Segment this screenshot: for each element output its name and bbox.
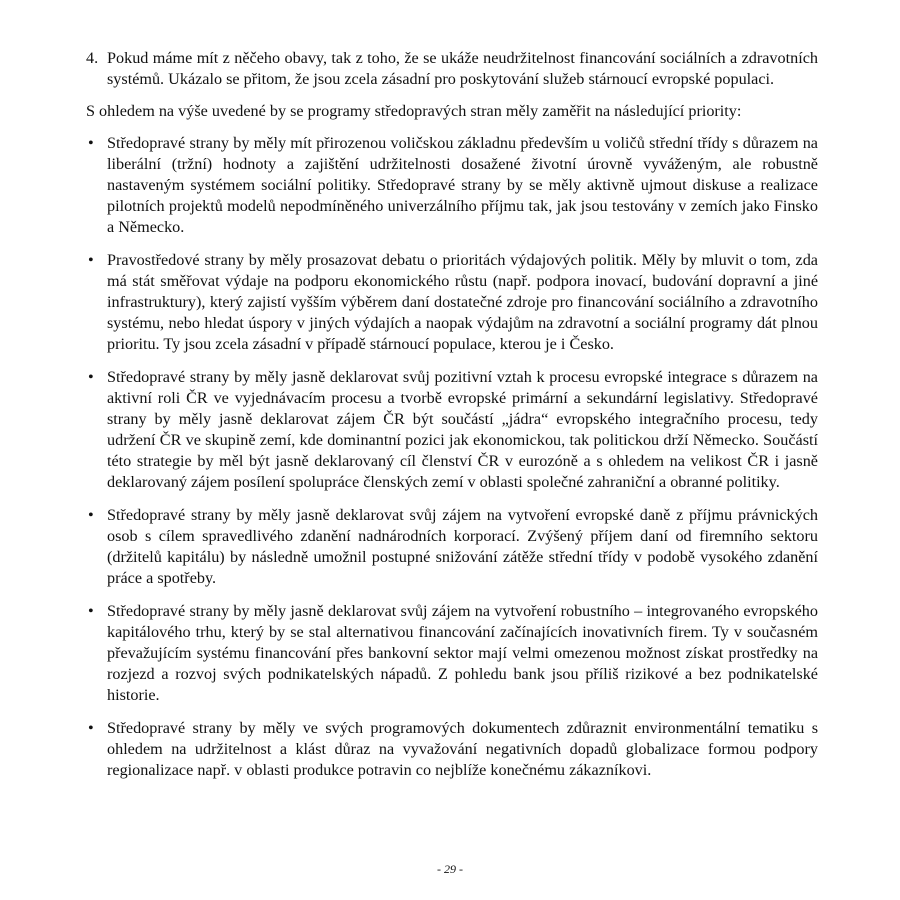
item-text: Pokud máme mít z něčeho obavy, tak z toho, že se ukáže neudržitelnost financování sociálních a zdravotních systémů. Ukázalo se přitom, že jsou zcela zásadní pro poskytování služeb stárnoucí evropské populaci. [107, 49, 818, 88]
list-item [86, 718, 818, 781]
document-page [86, 48, 818, 793]
list-item-text: Středopravé strany by měly jasně deklarovat svůj zájem na vytvoření robustního – integrovaného evropského kapitálového trhu, který by se stal alternativou financování začínajících inovativních firem. Ty v současném převažujícím systému financování přes bankovní sektor mají velmi omezenou možnost získat prostředky na rozjezd a rozvoj svých podnikatelských nápadů. Z pohledu bank jsou příliš rizikové a bez podnikatelské historie. [107, 602, 818, 704]
priority-list [86, 133, 818, 781]
item-number: 4. [86, 49, 99, 67]
page-number: - 29 - [437, 862, 463, 876]
list-item-text: Středopravé strany by měly ve svých programových dokumentech zdůraznit environmentální tematiku s ohledem na udržitelnost a klást důraz na vyvažování negativních dopadů globalizace formou podpory regionalizace např. v oblasti produkce potravin co nejblíže konečnému zákazníkovi. [107, 719, 818, 779]
list-item-text: Středopravé strany by měly jasně deklarovat svůj zájem na vytvoření evropské daně z příjmu právnických osob s cílem spravedlivého zdanění nadnárodních korporací. Zvýšený příjem daní od firemního sektoru (držitelů kapitálu) by následně umožnil postupné snižování zátěže střední třídy v podobě vysokého zdanění práce a spotřeby. [107, 506, 818, 587]
list-item [86, 601, 818, 706]
list-item-text: Pravostředové strany by měly prosazovat debatu o prioritách výdajových politik. Měly by mluvit o tom, zda má stát směřovat výdaje na podporu ekonomického růstu (např. podpora inovací, budování dopravní a jiné infrastruktury), který zajistí vyšším výběrem daní dostatečné zdroje pro financování sociálního a zdravotního systému, nebo hledat úspory v jiných výdajích a naopak výdajům na zdravotní a sociální programy dát plnou prioritu. Ty jsou zcela zásadní v případě stárnoucí populace, kterou je i Česko. [107, 251, 818, 353]
numbered-item-4 [86, 48, 818, 90]
list-item [86, 250, 818, 355]
list-item [86, 367, 818, 493]
bullet-icon: • [88, 506, 94, 524]
intro-paragraph: S ohledem na výše uvedené by se programy středopravých stran měly zaměřit na následující priority: [86, 102, 742, 120]
list-item [86, 133, 818, 238]
bullet-icon: • [88, 251, 94, 269]
list-item-text: Středopravé strany by měly mít přirozenou voličskou základnu především u voličů střední třídy s důrazem na liberální (tržní) hodnoty a zajištění udržitelnosti dosažené životní úrovně vyváženým, ale robustně nastaveným systémem sociální politiky. Středopravé strany by se měly aktivně ujmout diskuse a realizace pilotních projektů modelů nepodmíněného univerzálního příjmu tak, jak jsou testovány v zemích jako Finsko a Německo. [107, 134, 818, 236]
list-item-text: Středopravé strany by měly jasně deklarovat svůj pozitivní vztah k procesu evropské integrace s důrazem na aktivní roli ČR ve vyjednávacím procesu a tvorbě evropské primární a sekundární legislativy. Středopravé strany by měly jasně deklarovat zájem ČR být součástí „jádra“ evropského integračního procesu, tedy udržení ČR ve skupině zemí, kde dominantní pozici jak ekonomickou, tak politickou drží Německo. Součástí této strategie by měl být jasně deklarovaný cíl členství ČR v eurozóně a s ohledem na velikost ČR i jasně deklarovaný zájem posílení spolupráce členských zemí v oblasti společné zahraniční a obranné politiky. [107, 368, 818, 491]
bullet-icon: • [88, 602, 94, 620]
bullet-icon: • [88, 134, 94, 152]
bullet-icon: • [88, 719, 94, 737]
bullet-icon: • [88, 368, 94, 386]
list-item [86, 505, 818, 589]
